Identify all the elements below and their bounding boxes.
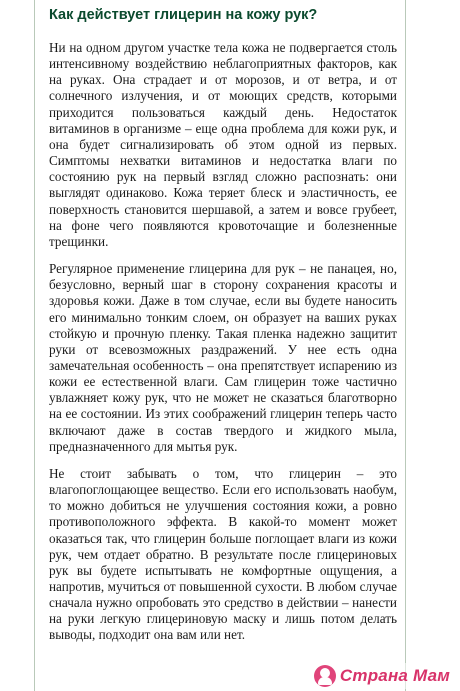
article-title: Как действует глицерин на кожу рук? (49, 7, 318, 23)
article-paragraph: Не стоит забывать о том, что глицерин – это влагопоглощающее вещество. Если его использовать наобум, то можно добиться не улучшения состояния кожи, а ровно противоположного эффекта. В какой-то момент может оказаться так, что глицерин больше поглощает влаги из кожи рук, чем отдает обратно. В результате после глицериновых рук вы будете испытывать не комфортные ощущения, а напротив, мучиться от повышенной сухости. В любом случае сначала нужно опробовать это средство в действии – нанести на руки легкую глицериновую маску и лишь потом делать выводы, подходит она вам или нет. (49, 465, 397, 643)
watermark-text: Страна Мам (339, 666, 450, 685)
article-body (35, 0, 405, 644)
watermark (310, 663, 456, 689)
article-paragraph: Регулярное применение глицерина для рук – не панацея, но, безусловно, верный шаг в сторону сохранения красоты и здоровья кожи. Даже в том случае, если вы будете наносить его минимально тонким слоем, он образует на ваших руках стойкую и прочную пленку. Такая пленка надежно защитит руки от всевозможных раздражений. У нее есть одна замечательная особенность – она препятствует испарению из кожи ее естественной влаги. Сам глицерин тоже частично увлажняет кожу рук, что не может не сказаться благотворно на ее состоянии. Из этих соображений глицерин теперь часто включают даже в состав твердого и жидкого мыла, предназначенного для мытья рук. (49, 261, 397, 454)
article-frame (34, 0, 406, 691)
mother-child-icon (314, 665, 336, 687)
article-paragraph: Ни на одном другом участке тела кожа не подвергается столь интенсивному воздействию неблагоприятных факторов, как на руках. Она страдает и от морозов, и от ветра, и от солнечного излучения, и от моющих средств, которыми приходится пользоваться каждый день. Недостаток витаминов в организме – еще одна проблема для кожи рук, и она будет сигнализировать об этом одной из первых. Симптомы нехватки витаминов и недостатка влаги по состоянию рук на первый взгляд сложно распознать: они выглядят одинаково. Кожа теряет блеск и эластичность, ее поверхность становится шершавой, а затем и вовсе грубеет, на фоне чего появляются кровоточащие и болезненные трещинки. (49, 40, 397, 249)
